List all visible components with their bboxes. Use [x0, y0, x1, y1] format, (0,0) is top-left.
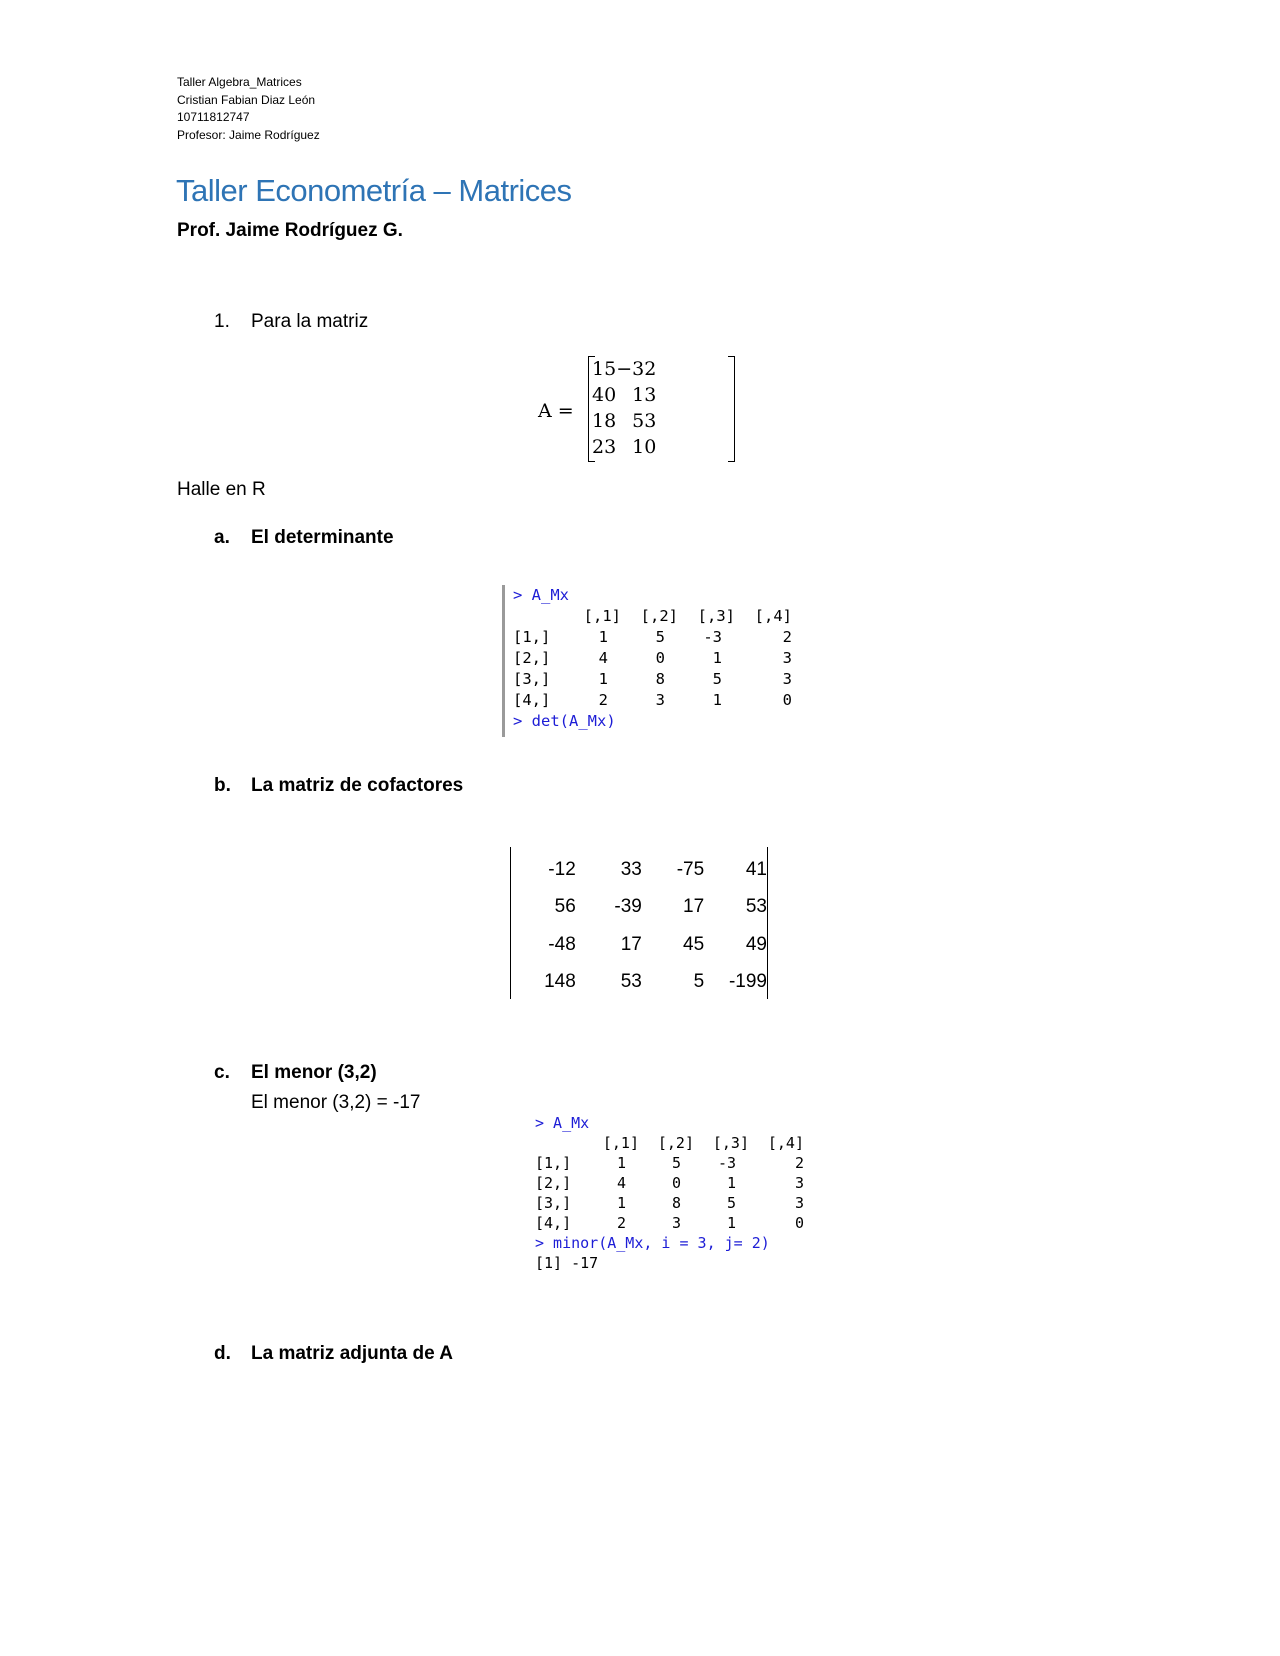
minor-answer: El menor (3,2) = -17: [251, 1092, 421, 1113]
matrix-a: [592, 356, 656, 460]
console-row: [535, 1173, 804, 1193]
r-console-determinant: [502, 585, 795, 737]
console-cell: 3: [655, 691, 665, 709]
table-cell: 53: [745, 896, 767, 918]
console-header-row: [535, 1133, 804, 1153]
matrix-cell: 5: [632, 410, 645, 432]
console-cell: 0: [794, 1214, 804, 1232]
table-cell: 49: [745, 933, 767, 955]
matrix-cell: 2: [644, 358, 657, 380]
console-cell: 4: [598, 649, 608, 667]
console-col-header: [,3]: [712, 1134, 749, 1152]
matrix-cell: 3: [604, 436, 617, 458]
console-cell: 1: [712, 649, 722, 667]
table-row: [519, 889, 767, 927]
console-cell: 2: [598, 691, 608, 709]
console-cell: -3: [703, 628, 722, 646]
table-cell: 45: [683, 933, 705, 955]
table-row: [519, 926, 767, 964]
cofactor-matrix: [510, 847, 768, 999]
console-row: [535, 1213, 804, 1233]
table-row: [519, 851, 767, 889]
item-letter: d.: [214, 1343, 231, 1364]
header-student-name: Cristian Fabian Diaz León: [177, 92, 316, 107]
console-row-label: [4,]: [513, 691, 551, 709]
console-cell: 1: [598, 670, 608, 688]
console-col-header: [,3]: [697, 607, 735, 625]
table-cell: -39: [614, 896, 642, 918]
console-cell: 1: [726, 1214, 736, 1232]
console-result: [1] -17: [535, 1254, 599, 1272]
item-letter: c.: [214, 1062, 230, 1083]
table-cell: -75: [676, 858, 705, 880]
matrix-cell: 1: [592, 358, 605, 380]
matrix-row: [592, 408, 656, 434]
matrix-cell: 4: [592, 384, 605, 406]
halle-text: Halle en R: [177, 479, 266, 500]
matrix-cell: 2: [592, 436, 605, 458]
item-text: El determinante: [251, 527, 394, 548]
console-cell: 2: [782, 628, 792, 646]
console-row: [513, 648, 792, 669]
console-col-header: [,2]: [657, 1134, 694, 1152]
console-row: [513, 690, 792, 711]
table-cell: 5: [693, 971, 705, 993]
console-row-label: [3,]: [513, 670, 551, 688]
table-cell: 148: [544, 971, 576, 993]
header-student-id: 10711812747: [177, 110, 250, 124]
matrix-cell: 3: [644, 410, 657, 432]
matrix-cell: 8: [604, 410, 617, 432]
header-professor: Profesor: Jaime Rodríguez: [177, 127, 320, 142]
console-row: [535, 1153, 804, 1173]
console-row-label: [1,]: [513, 628, 551, 646]
item-text: La matriz adjunta de A: [251, 1343, 453, 1364]
console-cell: 5: [712, 670, 722, 688]
console-matrix-output: [513, 606, 792, 711]
console-col-header: [,1]: [583, 607, 621, 625]
console-header-row: [513, 606, 792, 627]
item-text: La matriz de cofactores: [251, 775, 464, 796]
table-cell: -12: [548, 858, 576, 880]
console-row: [513, 669, 792, 690]
console-command: > minor(A_Mx, i = 3, j= 2): [535, 1234, 770, 1252]
page-subtitle: Prof. Jaime Rodríguez G.: [177, 220, 403, 241]
matrix-a-label: A =: [538, 400, 574, 422]
console-cell: 3: [671, 1214, 681, 1232]
console-cell: 5: [726, 1194, 736, 1212]
console-matrix-output: [535, 1133, 804, 1233]
console-row-label: [3,]: [535, 1194, 572, 1212]
console-cell: 4: [616, 1174, 626, 1192]
console-cell: 0: [782, 691, 792, 709]
console-cell: 3: [794, 1194, 804, 1212]
console-cell: 1: [598, 628, 608, 646]
cofactor-table: [519, 851, 767, 1001]
console-cell: 5: [671, 1154, 681, 1172]
right-bracket: [728, 356, 735, 462]
table-cell: -48: [548, 933, 576, 955]
console-cell: 0: [671, 1174, 681, 1192]
item-letter: b.: [214, 775, 231, 796]
console-cell: 3: [782, 670, 792, 688]
matrix-cell: 0: [604, 384, 617, 406]
table-cell: 53: [620, 971, 642, 993]
console-cell: 2: [794, 1154, 804, 1172]
matrix-cell: 1: [632, 436, 645, 458]
table-row: [519, 964, 767, 1002]
console-row-label: [1,]: [535, 1154, 572, 1172]
console-cell: 2: [616, 1214, 626, 1232]
console-row-label: [2,]: [513, 649, 551, 667]
matrix-cell: 1: [632, 384, 645, 406]
matrix-row: [592, 434, 656, 460]
matrix-row: [592, 382, 656, 408]
matrix-cell: 1: [592, 410, 605, 432]
console-cell: -3: [717, 1154, 736, 1172]
console-cell: 1: [616, 1154, 626, 1172]
console-col-header: [,1]: [602, 1134, 639, 1152]
console-command: > det(A_Mx): [513, 712, 616, 730]
header-course: Taller Algebra_Matrices: [177, 75, 302, 89]
console-cell: 8: [655, 670, 665, 688]
table-cell: 33: [620, 858, 642, 880]
console-cell: 3: [794, 1174, 804, 1192]
console-row: [535, 1193, 804, 1213]
table-cell: 56: [554, 896, 576, 918]
console-col-header: [,4]: [767, 1134, 804, 1152]
document-header: [177, 74, 320, 144]
table-cell: 17: [620, 933, 642, 955]
table-cell: -199: [728, 971, 767, 993]
console-row: [513, 627, 792, 648]
table-cell: 17: [683, 896, 705, 918]
console-prompt: > A_Mx: [513, 586, 569, 604]
console-prompt: > A_Mx: [535, 1114, 590, 1132]
r-console-minor: [535, 1113, 835, 1273]
table-cell: 41: [745, 858, 767, 880]
matrix-cell: 0: [644, 436, 657, 458]
question-number: 1.: [214, 311, 230, 332]
console-cell: 1: [616, 1194, 626, 1212]
console-cell: 1: [712, 691, 722, 709]
console-col-header: [,2]: [640, 607, 678, 625]
matrix-cell: −3: [616, 358, 645, 380]
console-row-label: [4,]: [535, 1214, 572, 1232]
item-letter: a.: [214, 527, 230, 548]
console-cell: 3: [782, 649, 792, 667]
console-col-header: [,4]: [754, 607, 792, 625]
console-row-label: [2,]: [535, 1174, 572, 1192]
console-cell: 0: [655, 649, 665, 667]
console-cell: 8: [671, 1194, 681, 1212]
page-title: Taller Econometría – Matrices: [176, 173, 572, 208]
question-text: Para la matriz: [251, 311, 369, 332]
console-cell: 5: [655, 628, 665, 646]
matrix-row: [592, 356, 656, 382]
item-text: El menor (3,2): [251, 1062, 377, 1083]
matrix-cell: 3: [644, 384, 657, 406]
console-cell: 1: [726, 1174, 736, 1192]
matrix-cell: 5: [604, 358, 617, 380]
